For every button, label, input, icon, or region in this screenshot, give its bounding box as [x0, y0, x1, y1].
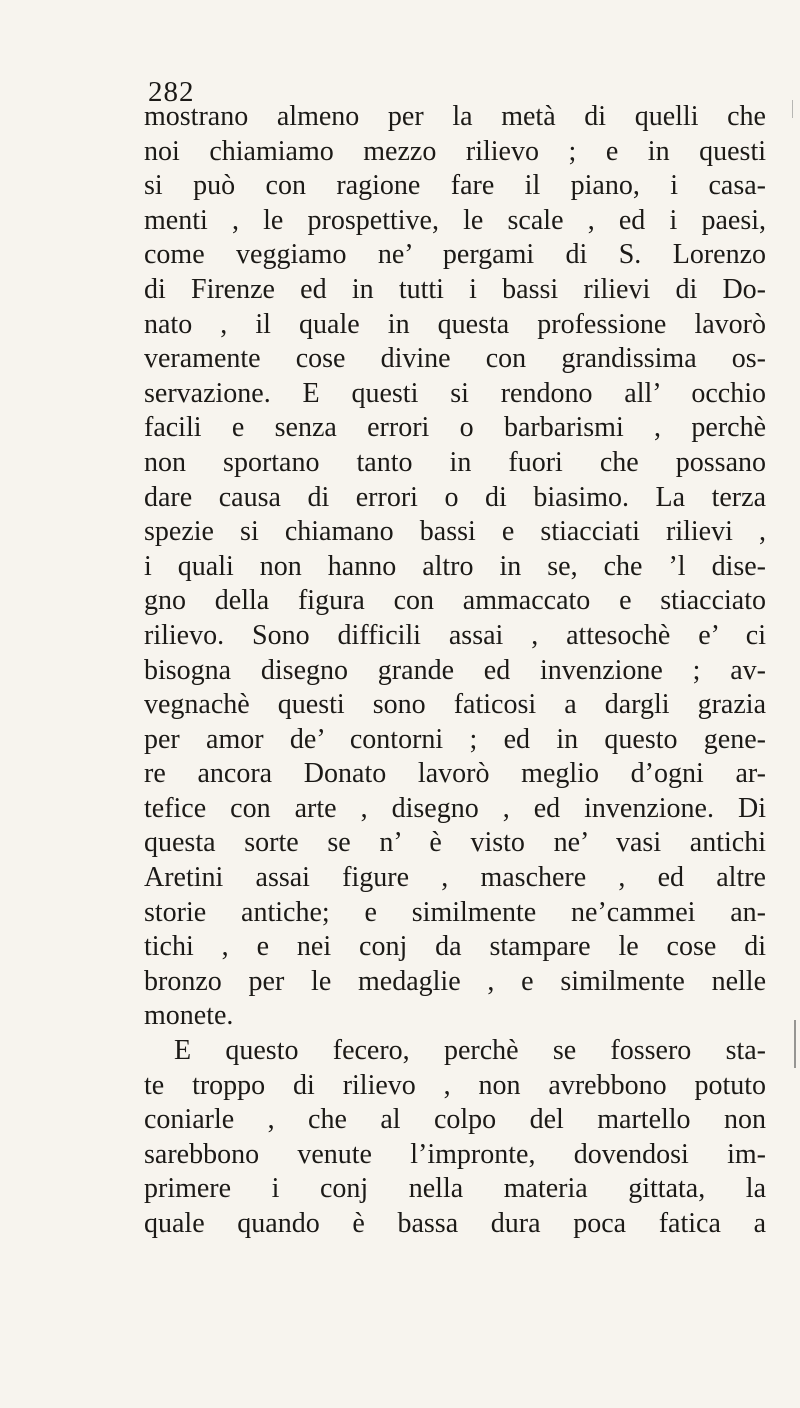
page-edge-mark [794, 1020, 796, 1068]
text-line: spezie si chiamano bassi e stiacciati rilievi , [144, 516, 766, 548]
text-line: veramente cose divine con grandissima os- [144, 343, 766, 375]
text-line: tichi , e nei conj da stampare le cose di [144, 931, 766, 963]
text-line: tefice con arte , disegno , ed invenzione. Di [144, 792, 766, 824]
text-line: bisogna disegno grande ed invenzione ; av- [144, 654, 766, 686]
text-line: dare causa di errori o di biasimo. La terza [144, 481, 766, 513]
text-line: non sportano tanto in fuori che possano [144, 446, 766, 478]
text-line: monete. [144, 1000, 234, 1032]
text-line: coniarle , che al colpo del martello non [144, 1104, 766, 1136]
text-line: i quali non hanno altro in se, che ’l dise- [144, 550, 766, 582]
text-line: primere i conj nella materia gittata, la [144, 1173, 766, 1205]
text-line: bronzo per le medaglie , e similmente nelle [144, 965, 766, 997]
text-line: storie antiche; e similmente ne’cammei an- [144, 896, 766, 928]
text-line: facili e senza errori o barbarismi , perchè [144, 412, 766, 444]
text-line: come veggiamo ne’ pergami di S. Lorenzo [144, 239, 766, 271]
text-line: per amor de’ contorni ; ed in questo gene- [144, 723, 766, 755]
text-line: menti , le prospettive, le scale , ed i paesi, [144, 204, 766, 236]
text-line: re ancora Donato lavorò meglio d’ogni ar- [144, 758, 766, 790]
body-text [144, 100, 766, 1242]
page-number: 282 [148, 76, 195, 108]
text-line: di Firenze ed in tutti i bassi rilievi di Do- [144, 273, 766, 305]
text-line: sarebbono venute l’impronte, dovendosi im- [144, 1138, 766, 1170]
text-line: servazione. E questi si rendono all’ occhio [144, 377, 766, 409]
text-line: mostrano almeno per la metà di quelli che [144, 101, 766, 132]
text-line: quale quando è bassa dura poca fatica a [144, 1208, 766, 1239]
text-line: E questo fecero, perchè se fossero sta- [174, 1035, 766, 1067]
text-line: Aretini assai figure , maschere , ed altre [144, 862, 766, 894]
page-edge-mark [792, 100, 793, 118]
text-line: gno della figura con ammaccato e stiacciato [144, 585, 766, 617]
text-line: noi chiamiamo mezzo rilievo ; e in questi [144, 135, 766, 167]
text-line: vegnachè questi sono faticosi a dargli grazia [144, 689, 766, 721]
text-line: questa sorte se n’ è visto ne’ vasi antichi [144, 827, 766, 859]
text-line: nato , il quale in questa professione lavorò [144, 308, 766, 340]
text-line: te troppo di rilievo , non avrebbono potuto [144, 1069, 766, 1101]
text-line: rilievo. Sono difficili assai , attesochè e’ ci [144, 619, 766, 651]
text-line: si può con ragione fare il piano, i casa- [144, 170, 766, 202]
